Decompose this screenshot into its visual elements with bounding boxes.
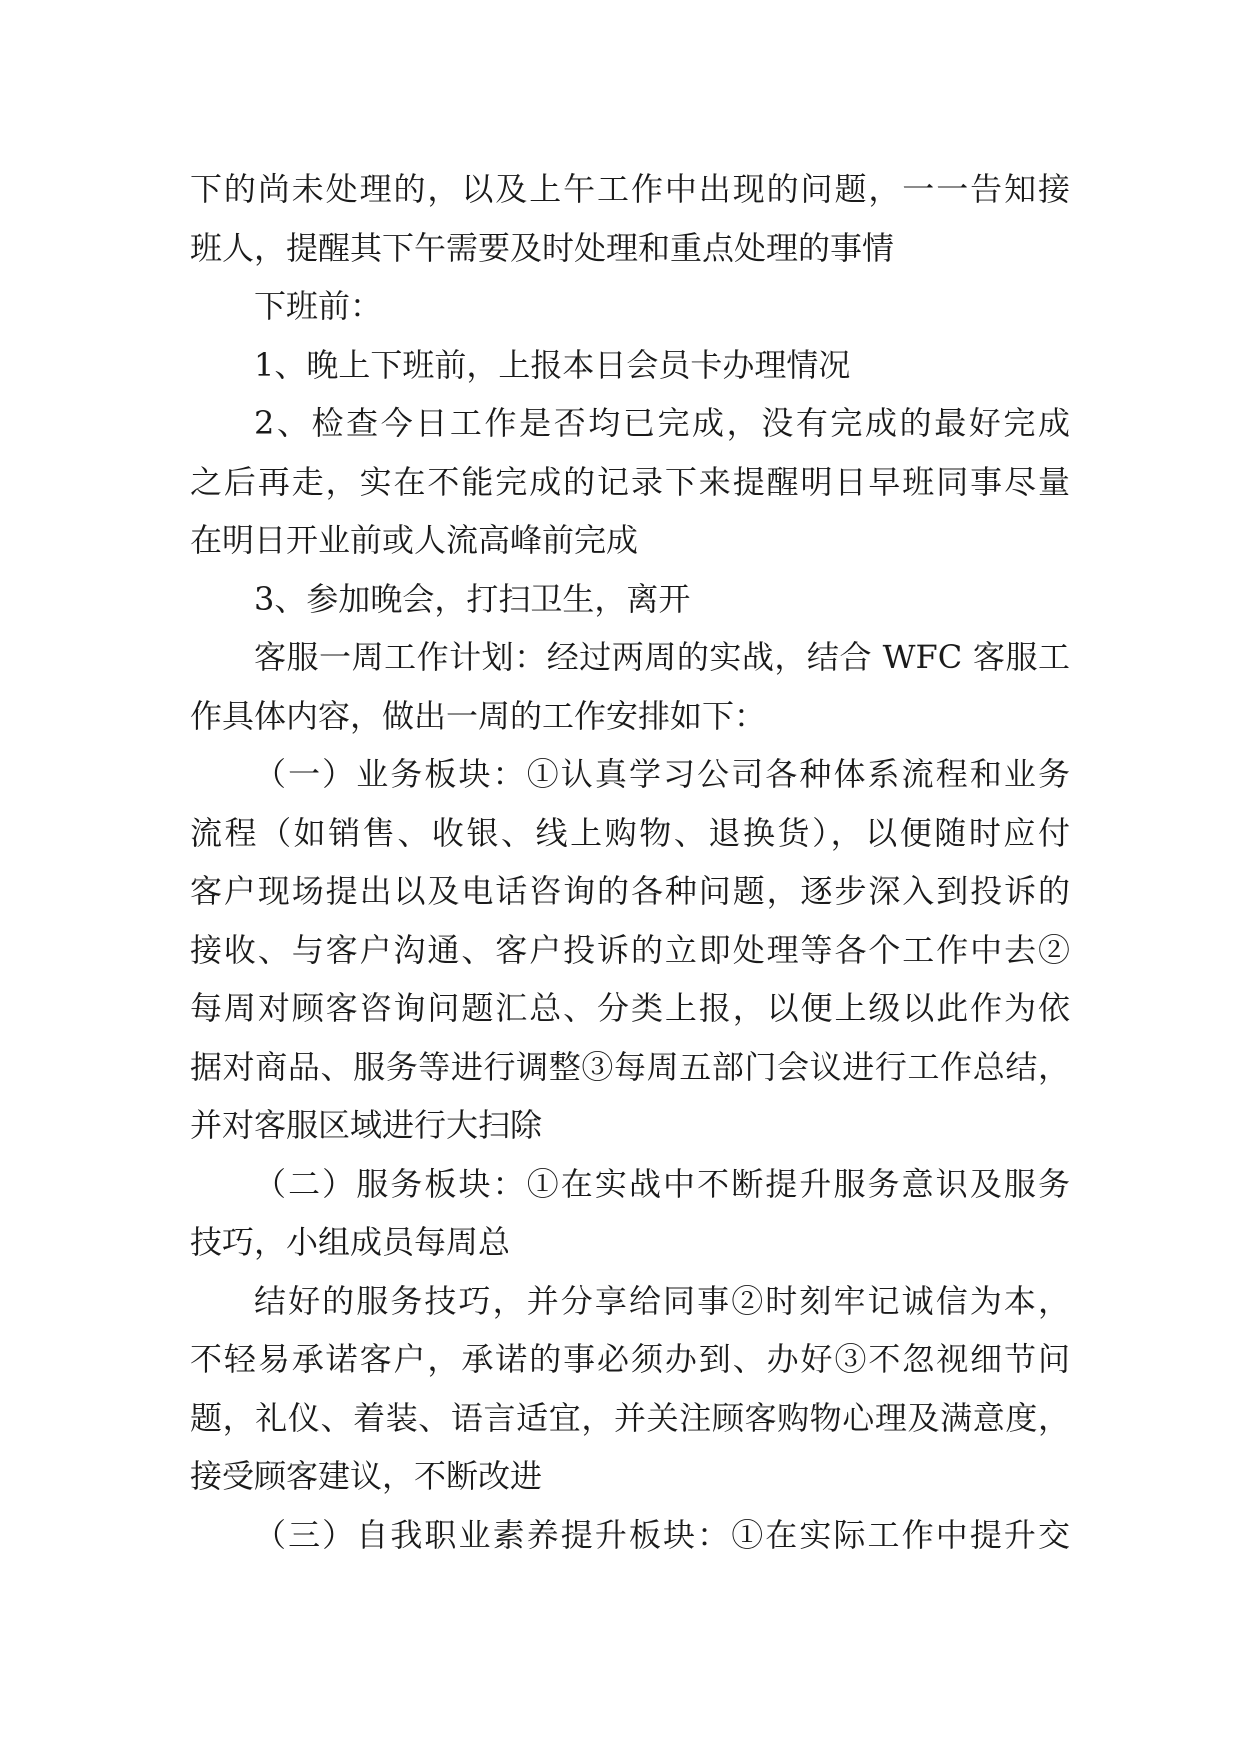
text-line: 流程（如销售、收银、线上购物、退换货），以便随时应付 bbox=[190, 813, 1070, 852]
text-line: 下的尚未处理的，以及上午工作中出现的问题，一一告知接 bbox=[190, 170, 1070, 208]
text-line: 接收、与客户沟通、客户投诉的立即处理等各个工作中去② bbox=[190, 930, 1070, 969]
text-line: 技巧，小组成员每周总 bbox=[190, 1223, 511, 1261]
text-line: 作具体内容，做出一周的工作安排如下： bbox=[190, 696, 767, 735]
text-line: 据对商品、服务等进行调整③每周五部门会议进行工作总结， bbox=[190, 1047, 1070, 1086]
document-body bbox=[190, 160, 1070, 1564]
text-line: 不轻易承诺客户，承诺的事必须办到、办好③不忽视细节问 bbox=[190, 1340, 1070, 1378]
text-line: 在明日开业前或人流高峰前完成 bbox=[190, 521, 639, 559]
text-line: 每周对顾客咨询问题汇总、分类上报，以便上级以此作为依 bbox=[190, 989, 1070, 1027]
text-line: 3、参加晚会，打扫卫生，离开 bbox=[254, 579, 691, 618]
text-line: 接受顾客建议，不断改进 bbox=[190, 1457, 543, 1495]
text-line: 题，礼仪、着装、语言适宜，并关注顾客购物心理及满意度， bbox=[190, 1398, 1070, 1437]
text-line: 之后再走，实在不能完成的记录下来提醒明日早班同事尽量 bbox=[190, 462, 1070, 501]
text-line: 班人，提醒其下午需要及时处理和重点处理的事情 bbox=[190, 228, 895, 267]
text-line: 客户现场提出以及电话咨询的各种问题，逐步深入到投诉的 bbox=[190, 872, 1070, 910]
text-line: 1、晚上下班前，上报本日会员卡办理情况 bbox=[254, 345, 851, 384]
text-line: 2、检查今日工作是否均已完成，没有完成的最好完成 bbox=[254, 404, 1070, 442]
text-line: （三）自我职业素养提升板块：①在实际工作中提升交 bbox=[254, 1515, 1070, 1554]
text-line: （二）服务板块：①在实战中不断提升服务意识及服务 bbox=[254, 1164, 1070, 1203]
text-line: 客服一周工作计划：经过两周的实战，结合 WFC 客服工 bbox=[254, 638, 1070, 676]
text-line: 下班前： bbox=[254, 287, 383, 325]
text-line: （一）业务板块：①认真学习公司各种体系流程和业务 bbox=[254, 755, 1070, 793]
text-line: 结好的服务技巧，并分享给同事②时刻牢记诚信为本， bbox=[254, 1281, 1070, 1320]
text-line: 并对客服区域进行大扫除 bbox=[190, 1106, 543, 1144]
